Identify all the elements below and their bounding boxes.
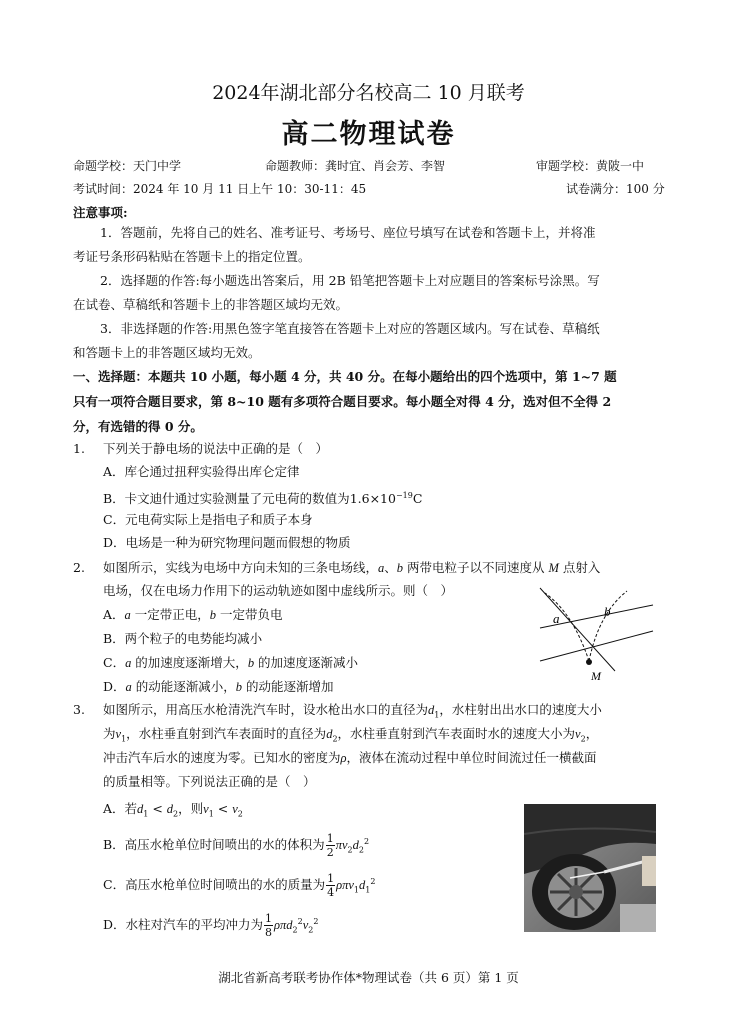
q2-option-d-sym-a: a (125, 680, 132, 694)
q3-stem-text-2: ，水柱射出出水口的速度大小 (439, 702, 602, 717)
q2-stem-text-3: 点射入 (558, 560, 601, 575)
q2-symbol-a: a (378, 561, 385, 575)
q2-option-a (103, 603, 283, 627)
q3-a-sub1: 1 (143, 809, 149, 819)
ground (620, 904, 656, 932)
point-m-dot (586, 659, 592, 665)
q3-a-v2: v (232, 802, 238, 816)
q3-a-lt-2: < (213, 801, 233, 816)
q3-b-v: v (341, 838, 348, 853)
q2-option-a-text-1: 一定带正电， (130, 607, 210, 622)
q2-option-d-text-1: 的动能逐渐减小， (131, 679, 236, 694)
label-m: M (591, 669, 601, 683)
q3-a-lt-1: < (148, 801, 167, 816)
q1-option-d: D．电场是一种为研究物理问题而假想的物质 (103, 535, 351, 550)
q3-option-a (103, 797, 243, 827)
fraction-half (326, 832, 335, 859)
q1-option-b-exponent: −19 (395, 491, 413, 500)
label-a: a (553, 611, 560, 626)
note-1-line-1: 1．答题前，先将自己的姓名、准考证号、考场号、座位号填写在试卷和答题卡上，并将准 (100, 225, 596, 240)
q2-stem-sep: 、 (384, 560, 397, 575)
q3-option-c-text: C．高压水枪单位时间喷出的水的质量为 (103, 877, 326, 893)
q3-c-rho: ρ (336, 878, 343, 893)
q3-option-c (103, 870, 375, 903)
q3-a-v1: v (203, 802, 209, 816)
q1-option-b-text: B．卡文迪什通过实验测量了元电荷的数值为 (103, 491, 350, 507)
q3-sym-d2: d (326, 727, 333, 741)
note-3-line-2: 和答题卡上的非答题区域均无效。 (73, 345, 261, 360)
q3-a-d2: d (166, 802, 174, 816)
q2-option-d-text-2: 的动能逐渐增加 (242, 679, 334, 694)
q3-a-sub2b: 2 (237, 809, 243, 819)
fraction-den: 2 (326, 846, 334, 860)
q3-b-d: d (352, 838, 359, 853)
exam-title: 2024年湖北部分名校高二 10 月联考 (212, 82, 525, 104)
q2-option-a-text-2: 一定带负电 (216, 607, 283, 622)
q3-sub-2: 2 (332, 734, 338, 744)
q2-stem-text-1: 如图所示，实线为电场中方向未知的三条电场线， (103, 560, 379, 575)
q3-a-sub2: 2 (173, 809, 179, 819)
q3-stem-text-6: ， (585, 726, 599, 741)
notes-heading: 注意事项: (73, 205, 128, 220)
section-1-line-2: 只有一项符合题目要求，第 8~10 题有多项符合题目要求。每小题全对得 4 分，选对但不全得 2 (73, 394, 612, 409)
fraction-eighth (264, 912, 273, 939)
q3-stem-line-3 (103, 746, 597, 770)
q3-c-sub-v: 1 (353, 885, 359, 895)
q3-c-sup: 2 (370, 877, 376, 886)
q2-stem-line-1 (103, 556, 600, 580)
q3-d-pi: π (280, 918, 287, 933)
q2-option-c-sym-b: b (247, 656, 255, 670)
q3-sym-rho: ρ (340, 751, 347, 765)
note-1-line-2: 考证号条形码粘贴在答题卡上的指定位置。 (73, 249, 311, 264)
q2-option-c-sym-a: a (125, 656, 132, 670)
q3-sub-2b: 2 (580, 734, 586, 744)
fraction-num: 1 (326, 832, 334, 846)
wheel-hub (569, 885, 583, 899)
q2-option-a-label: A． (103, 607, 125, 622)
trajectory-a (545, 593, 589, 661)
q1-number: 1. (73, 441, 85, 456)
label-b: b (604, 604, 611, 619)
q3-c-v: v (348, 878, 354, 893)
note-3-line-1: 3．非选择题的作答:用黑色签字笔直接答在答题卡上对应的答题区域内。写在试卷、草稿纸 (100, 321, 600, 336)
q3-option-a-text-1: A．若 (103, 801, 138, 816)
q2-option-c-text-2: 的加速度逐渐减小 (254, 655, 359, 670)
q3-d-sup-v: 2 (313, 917, 319, 926)
q3-stem-text-4: ，水柱垂直射到汽车表面时的直径为 (126, 726, 327, 741)
q3-car-wash-photo (524, 804, 656, 932)
q3-d-sub-v: 2 (308, 925, 314, 935)
meta-time: 考试时间：2024 年 10 月 11 日上午 10：30-11：45 (73, 182, 367, 196)
page-footer: 湖北省新高考联考协作体*物理试卷（共 6 页）第 1 页 (218, 970, 519, 985)
fraction-num: 1 (327, 872, 335, 886)
q3-c-pi: π (342, 878, 349, 893)
meta-school: 命题学校：天门中学 (73, 159, 182, 173)
q3-sub-1b: 1 (121, 734, 127, 744)
note-2-line-1: 2．选择题的作答:每小题选出答案后，用 2B 铅笔把答题卡上对应题目的答案标号涂黑。写 (100, 273, 600, 288)
section-1-line-3: 分，有选错的得 0 分。 (73, 419, 203, 434)
q2-option-d-sym-b: b (235, 680, 243, 694)
fraction-num: 1 (265, 912, 273, 926)
q2-symbol-b: b (396, 561, 404, 575)
meta-teachers: 命题教师：龚时宜、肖会芳、李智 (265, 159, 446, 173)
meta-score: 试卷满分：100 分 (566, 182, 665, 196)
q2-option-c-label: C． (103, 655, 126, 670)
q3-sym-v1: v (115, 727, 122, 741)
q3-sub-1: 1 (434, 710, 440, 720)
q2-field-diagram (535, 583, 663, 683)
q2-number: 2. (73, 560, 85, 575)
q2-option-a-sym-a: a (124, 608, 131, 622)
q3-stem-line-4: 的质量相等。下列说法正确的是（ ） (103, 774, 316, 789)
q3-sym-d1: d (428, 703, 435, 717)
q3-b-sub-d: 2 (358, 845, 364, 855)
note-2-line-2: 在试卷、草稿纸和答题卡上的非答题区域均无效。 (73, 297, 349, 312)
q3-stem-text-1: 如图所示，用高压水枪清洗汽车时，设水枪出水口的直径为 (103, 702, 429, 717)
trajectory-b (589, 591, 627, 661)
q3-option-a-text-2: ，则 (178, 801, 204, 816)
q1-option-b-unit: C (412, 491, 423, 507)
q2-symbol-m: M (548, 561, 559, 575)
q3-b-pi: π (335, 838, 342, 853)
q3-d-d: d (286, 918, 293, 933)
meta-reviewer: 审题学校：黄陂一中 (536, 159, 645, 173)
q2-stem-text-2: 两带电粒子以不同速度从 (403, 560, 549, 575)
q3-stem-text-3: 为 (103, 726, 116, 741)
q2-option-b: B．两个粒子的电势能均减小 (103, 631, 263, 646)
q3-option-b-text: B．高压水枪单位时间喷出的水的体积为 (103, 837, 325, 853)
q3-stem-text-5: ，水柱垂直射到汽车表面时水的速度大小为 (337, 726, 576, 741)
q3-sym-v2: v (575, 727, 581, 741)
q3-stem-text-7: 冲击汽车后水的速度为零。已知水的密度为 (103, 750, 341, 765)
q3-option-d (103, 910, 318, 943)
hand (642, 856, 656, 886)
q3-a-d1: d (137, 802, 144, 816)
q3-d-sup-d: 2 (297, 917, 303, 926)
fraction-den: 4 (327, 886, 335, 900)
q1-stem: 下列关于静电场的说法中正确的是（ ） (103, 441, 329, 456)
section-1-line-1: 一、选择题：本题共 10 小题，每小题 4 分，共 40 分。在每小题给出的四个选项中，第 1~7 题 (73, 369, 617, 384)
q2-option-c (103, 651, 358, 675)
q3-option-d-text: D．水柱对汽车的平均冲力为 (103, 917, 264, 933)
q3-stem-text-8: ，液体在流动过程中单位时间流过任一横截面 (346, 750, 597, 765)
q2-option-d-label: D． (103, 679, 126, 694)
q3-option-b (103, 830, 369, 863)
q3-a-sub1b: 1 (208, 809, 214, 819)
q2-option-d (103, 675, 334, 699)
q3-d-v: v (302, 918, 309, 933)
fraction-quarter (326, 872, 335, 899)
q3-d-sub-d: 2 (292, 925, 298, 935)
q2-option-a-sym-b: b (209, 608, 217, 622)
fraction-den: 8 (265, 926, 273, 940)
exam-subtitle: 高二物理试卷 (281, 119, 456, 150)
field-line-1 (540, 588, 615, 671)
q1-option-b-value: 1.6×10 (349, 491, 396, 507)
q3-c-d: d (359, 878, 366, 893)
q1-option-c: C．元电荷实际上是指电子和质子本身 (103, 512, 313, 527)
q3-d-rho: ρ (274, 918, 281, 933)
q3-number: 3. (73, 702, 85, 717)
q3-c-sub-d: 1 (365, 885, 371, 895)
q1-option-a: A．库仑通过扭秤实验得出库仑定律 (103, 464, 300, 479)
q3-b-sup: 2 (363, 837, 370, 846)
q2-stem-line-2: 电场，仅在电场力作用下的运动轨迹如图中虚线所示。则（ ） (103, 583, 454, 598)
q3-b-sub-v: 2 (347, 845, 353, 855)
q2-option-c-text-1: 的加速度逐渐增大， (131, 655, 248, 670)
